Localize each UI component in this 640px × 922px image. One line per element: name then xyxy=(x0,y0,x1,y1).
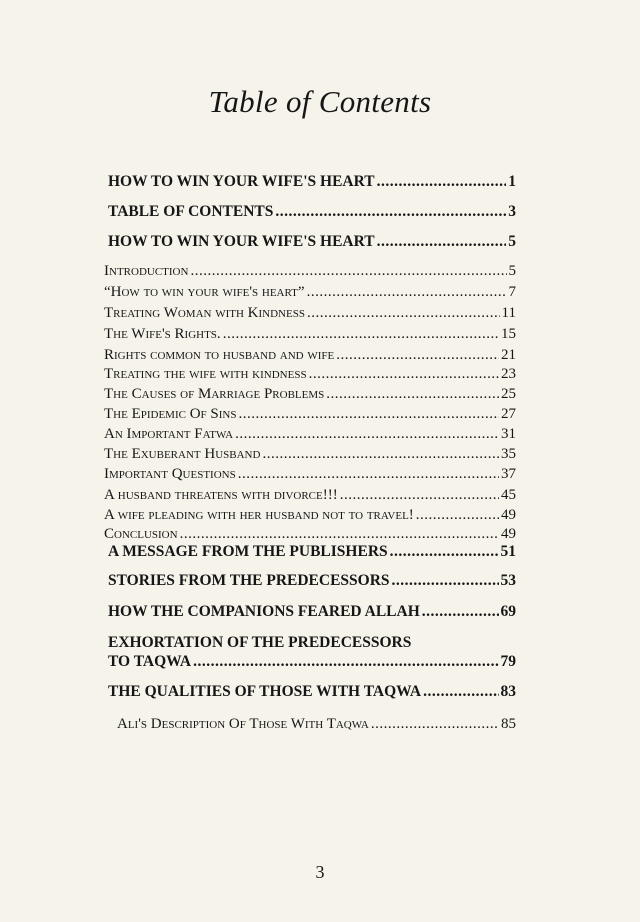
toc-subentry-label: Rights common to husband and wife xyxy=(104,347,335,363)
toc-subentry-page: 49 xyxy=(501,526,516,542)
dot-leader xyxy=(392,572,499,590)
dot-leader xyxy=(275,203,506,221)
dot-leader xyxy=(340,487,499,504)
dot-leader xyxy=(390,543,499,561)
toc-subentry-label: Treating Woman with Kindness xyxy=(104,305,305,321)
page-number: 3 xyxy=(315,862,325,882)
toc-entry xyxy=(108,233,516,251)
toc-subentry-label: Important Questions xyxy=(104,466,236,482)
toc-subentry-label: The Exuberant Husband xyxy=(104,446,261,462)
toc-subentry-page: 5 xyxy=(508,263,516,279)
dot-leader xyxy=(336,347,499,364)
dot-leader xyxy=(238,406,499,423)
toc-entry-label: THE QUALITIES OF THOSE WITH TAQWA xyxy=(108,683,422,700)
dot-leader xyxy=(309,366,499,383)
dot-leader xyxy=(180,526,499,543)
toc-entry xyxy=(108,173,516,191)
toc-subentry xyxy=(104,263,516,280)
toc-subentry-page: 23 xyxy=(501,366,516,382)
toc-entry-label: A MESSAGE FROM THE PUBLISHERS xyxy=(108,543,388,560)
dot-leader xyxy=(377,173,507,191)
toc-subentry-page: 49 xyxy=(501,507,516,523)
dot-leader xyxy=(235,426,499,443)
toc-subentry xyxy=(104,507,516,524)
toc-subentry xyxy=(104,366,516,383)
toc-entry-page: 79 xyxy=(500,653,516,670)
toc-subentry-page: 25 xyxy=(501,386,516,402)
toc-entry-page: 83 xyxy=(500,683,516,700)
toc-subentry-label: A husband threatens with divorce!!! xyxy=(104,487,338,503)
toc-entry xyxy=(108,543,516,561)
toc-subentry-label: The Epidemic Of Sins xyxy=(104,406,237,422)
dot-leader xyxy=(262,446,499,463)
toc-subentry xyxy=(104,347,516,364)
toc-subentry-page: 35 xyxy=(501,446,516,462)
toc-entry-label: HOW TO WIN YOUR WIFE'S HEART xyxy=(108,173,375,190)
toc-subentry-label: Ali's Description Of Those With Taqwa xyxy=(117,716,369,732)
dot-leader xyxy=(371,716,499,733)
toc-subentry xyxy=(104,284,516,301)
toc-subentry-page: 11 xyxy=(501,305,516,321)
dot-leader xyxy=(238,466,499,483)
toc-subentry-page: 21 xyxy=(501,347,516,363)
dot-leader xyxy=(307,305,500,322)
toc-subentry-label: Conclusion xyxy=(104,526,178,542)
toc-subentry xyxy=(104,446,516,463)
toc-entry-label-line1: EXHORTATION OF THE PREDECESSORS xyxy=(108,634,412,651)
toc-subentry xyxy=(104,426,516,443)
dot-leader xyxy=(326,386,499,403)
page-title: Table of Contents xyxy=(208,84,432,119)
toc-subentry xyxy=(104,487,516,504)
toc-entry-label: TO TAQWA xyxy=(108,653,192,670)
dot-leader xyxy=(193,653,498,671)
toc-entry-label: HOW THE COMPANIONS FEARED ALLAH xyxy=(108,603,420,620)
toc-entry xyxy=(108,683,516,701)
toc-entry-label: TABLE OF CONTENTS xyxy=(108,203,274,220)
toc-entry xyxy=(108,203,516,221)
toc-subentry-page: 45 xyxy=(501,487,516,503)
toc-subentry xyxy=(104,386,516,403)
dot-leader xyxy=(307,284,507,301)
toc-subentry xyxy=(117,716,516,733)
toc-subentry-label: A wife pleading with her husband not to travel! xyxy=(104,507,414,523)
dot-leader xyxy=(190,263,506,280)
toc-subentry xyxy=(104,526,516,543)
toc-entry-label: STORIES FROM THE PREDECESSORS xyxy=(108,572,390,589)
toc-entry xyxy=(108,572,516,590)
toc-entry-page: 53 xyxy=(500,572,516,589)
toc-subentry-label: An Important Fatwa xyxy=(104,426,234,442)
dot-leader xyxy=(422,603,499,621)
toc-subentry-page: 27 xyxy=(501,406,516,422)
toc-entry-page: 3 xyxy=(508,203,516,220)
toc-entry-page: 51 xyxy=(500,543,516,560)
dot-leader xyxy=(423,683,498,701)
toc-entry-two-line xyxy=(108,634,516,652)
dot-leader xyxy=(377,233,507,251)
toc-subentry-label: The Wife's Rights. xyxy=(104,326,221,342)
toc-subentry-label: “How to win your wife's heart” xyxy=(104,284,305,300)
dot-leader xyxy=(223,326,499,343)
toc-subentry xyxy=(104,406,516,423)
toc-entry-label: HOW TO WIN YOUR WIFE'S HEART xyxy=(108,233,375,250)
toc-entry xyxy=(108,653,516,671)
toc-subentry-page: 31 xyxy=(501,426,516,442)
toc-subentry xyxy=(104,305,516,322)
toc-subentry-page: 7 xyxy=(508,284,516,300)
toc-subentry xyxy=(104,466,516,483)
toc-subentry-label: The Causes of Marriage Problems xyxy=(104,386,325,402)
dot-leader xyxy=(416,507,499,524)
toc-subentry-label: Introduction xyxy=(104,263,189,279)
toc-subentry-page: 37 xyxy=(501,466,516,482)
toc-entry-page: 1 xyxy=(508,173,516,190)
toc-subentry-page: 15 xyxy=(501,326,516,342)
toc-subentry xyxy=(104,326,516,343)
toc-entry-page: 5 xyxy=(508,233,516,250)
toc-subentry-page: 85 xyxy=(501,716,516,732)
toc-subentry-label: Treating the wife with kindness xyxy=(104,366,307,382)
toc-entry xyxy=(108,603,516,621)
toc-entry-page: 69 xyxy=(500,603,516,620)
